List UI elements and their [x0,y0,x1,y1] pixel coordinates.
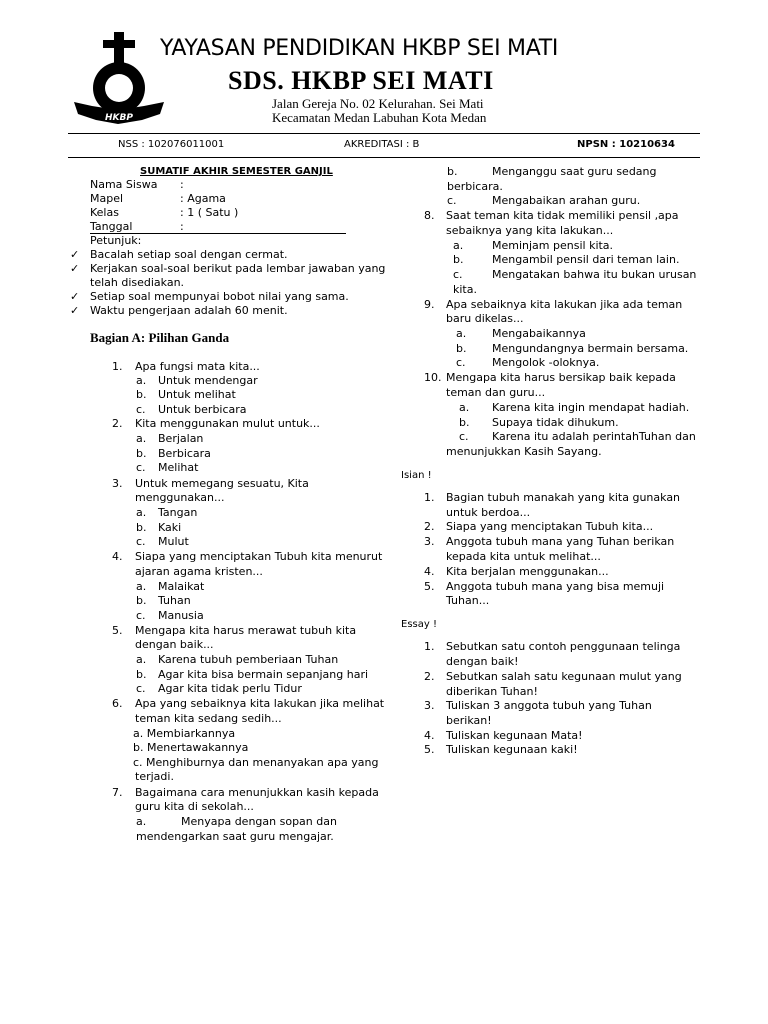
option-marker: c. [447,194,457,207]
option-text: Berbicara [158,447,211,460]
question-text: Anggota tubuh mana yang Tuhan berikan [446,535,675,548]
option-marker: a. [136,506,147,519]
field-label: Mapel [90,192,124,205]
question-number: 4. [112,550,123,563]
question-text: Anggota tubuh mana yang bisa memuji [446,580,665,593]
essay-title: Essay ! [401,619,437,630]
address-line-1: Jalan Gereja No. 02 Kelurahan. Sei Mati [272,96,484,111]
option-marker: b. [453,253,464,266]
school-logo [72,30,166,130]
question-number: 3. [424,699,435,712]
question-number: 5. [424,580,435,593]
school-name: SDS. HKBP SEI MATI [228,66,494,95]
option-text: Agar kita tidak perlu Tidur [158,682,302,695]
field-value: : [180,220,184,233]
option-text: berbicara. [447,180,503,193]
option-text: Menganggu saat guru sedang [492,165,657,178]
option-marker: a. [459,401,470,414]
question-text: baru dikelas... [446,312,524,325]
option-marker: a. [136,374,147,387]
npsn-info: NPSN : 10210634 [577,139,675,150]
question-text: Siapa yang menciptakan Tubuh kita... [446,520,654,533]
option-text: Mengatakan bahwa itu bukan urusan [492,268,697,281]
check-icon: ✓ [70,248,80,261]
option-text: Melihat [158,461,199,474]
option-text: Tangan [158,506,198,519]
question-text: sebaiknya yang kita lakukan... [446,224,614,237]
question-text: diberikan Tuhan! [446,685,538,698]
option-marker: c. [453,268,463,281]
question-number: 2. [424,520,435,533]
option-marker: a. [136,653,147,666]
check-icon: ✓ [70,304,80,317]
question-text: Tuliskan kegunaan Mata! [446,729,583,742]
address-line-2: Kecamatan Medan Labuhan Kota Medan [272,110,487,125]
question-text: Kita berjalan menggunakan... [446,565,609,578]
question-number: 4. [424,565,435,578]
question-number: 1. [424,491,435,504]
question-number: 1. [424,640,435,653]
question-number: 6. [112,697,123,710]
question-text: Tuliskan kegunaan kaki! [446,743,578,756]
option-marker: a. [136,580,147,593]
question-text: Bagian tubuh manakah yang kita gunakan [446,491,681,504]
instructions-title: Petunjuk: [90,234,142,247]
question-text: guru kita di sekolah... [135,800,254,813]
option-marker: b. [136,594,147,607]
isian-title: Isian ! [401,470,432,481]
question-text: Sebutkan satu contoh penggunaan telinga [446,640,681,653]
section-a-title: Bagian A: Pilihan Ganda [90,330,230,345]
question-text: Bagaimana cara menunjukkan kasih kepada [135,786,379,799]
question-text: dengan baik... [135,638,214,651]
option-marker: b. [447,165,458,178]
question-text: Sebutkan salah satu kegunaan mulut yang [446,670,682,683]
question-text: untuk berdoa... [446,506,531,519]
logo-text: HKBP [105,113,133,123]
option-text: b. Menertawakannya [133,741,249,754]
option-text: Berjalan [158,432,204,445]
option-text: Mengabaikan arahan guru. [492,194,641,207]
field-label: Kelas [90,206,119,219]
question-text: Tuhan... [446,594,490,607]
option-marker: b. [136,447,147,460]
option-marker: c. [459,430,469,443]
option-marker: c. [136,461,146,474]
field-value: : [180,178,184,191]
question-text: Tuliskan 3 anggota tubuh yang Tuhan [446,699,652,712]
option-text: Meminjam pensil kita. [492,239,614,252]
question-text: teman dan guru... [446,386,546,399]
option-marker: c. [136,682,146,695]
option-marker: a. [453,239,464,252]
option-marker: b. [456,342,467,355]
question-text: Apa yang sebaiknya kita lakukan jika melihat [135,697,385,710]
question-text: menggunakan... [135,491,225,504]
question-text: dengan baik! [446,655,519,668]
option-text: Karena kita ingin mendapat hadiah. [492,401,690,414]
option-marker: c. [136,609,146,622]
instruction-item: Bacalah setiap soal dengan cermat. [90,248,288,261]
question-number: 5. [112,624,123,637]
question-text: berikan! [446,714,492,727]
field-label: Nama Siswa [90,178,158,191]
nss-info: NSS : 102076011001 [118,139,225,150]
option-text: Menyapa dengan sopan dan [181,815,337,828]
option-text: terjadi. [135,770,174,783]
option-text: Untuk melihat [158,388,236,401]
option-text: Untuk mendengar [158,374,258,387]
question-number: 9. [424,298,435,311]
instruction-item: Setiap soal mempunyai bobot nilai yang sama. [90,290,349,303]
question-number: 10. [424,371,442,384]
option-marker: c. [456,356,466,369]
question-number: 5. [424,743,435,756]
option-marker: b. [136,668,147,681]
check-icon: ✓ [70,290,80,303]
option-text: Agar kita bisa bermain sepanjang hari [158,668,369,681]
option-marker: a. [136,815,147,828]
option-text: Untuk berbicara [158,403,247,416]
option-marker: b. [136,521,147,534]
question-text: Saat teman kita tidak memiliki pensil ,apa [446,209,679,222]
cross-icon [103,32,135,66]
option-marker: c. [136,535,146,548]
akreditasi-info: AKREDITASI : B [344,139,420,150]
instruction-item: Waktu pengerjaan adalah 60 menit. [90,304,288,317]
check-icon: ✓ [70,262,80,275]
question-text: Untuk memegang sesuatu, Kita [135,477,309,490]
field-value: : Agama [180,192,226,205]
question-number: 2. [424,670,435,683]
option-text: a. Membiarkannya [133,727,236,740]
option-text: kita. [453,283,477,296]
option-text: Malaikat [158,580,205,593]
question-text: ajaran agama kristen... [135,565,263,578]
option-text: Tuhan [158,594,191,607]
option-marker: a. [136,432,147,445]
question-number: 3. [112,477,123,490]
question-number: 3. [424,535,435,548]
option-text: c. Menghiburnya dan menanyakan apa yang [133,756,379,769]
field-value: : 1 ( Satu ) [180,206,239,219]
question-text: Kita menggunakan mulut untuk... [135,417,320,430]
question-number: 7. [112,786,123,799]
divider-top [68,133,700,134]
option-marker: a. [456,327,467,340]
question-text: Apa sebaiknya kita lakukan jika ada teman [446,298,683,311]
question-text: Mengapa kita harus bersikap baik kepada [446,371,676,384]
instruction-item: telah disediakan. [90,276,185,289]
option-text: Mengabaikannya [492,327,586,340]
option-text: mendengarkan saat guru mengajar. [136,830,334,843]
option-text: Karena tubuh pemberiaan Tuhan [158,653,339,666]
option-marker: c. [136,403,146,416]
exam-title: SUMATIF AKHIR SEMESTER GANJIL [140,166,333,177]
question-number: 1. [112,360,123,373]
option-text: menunjukkan Kasih Sayang. [446,445,602,458]
option-marker: b. [459,416,470,429]
option-text: Mengambil pensil dari teman lain. [492,253,680,266]
option-text: Kaki [158,521,182,534]
question-text: teman kita sedang sedih... [135,712,282,725]
option-text: Mengolok -oloknya. [492,356,600,369]
question-text: kepada kita untuk melihat... [446,550,601,563]
instruction-item: Kerjakan soal-soal berikut pada lembar jawaban yang [90,262,386,275]
divider-bottom [68,157,700,158]
option-text: Karena itu adalah perintahTuhan dan [492,430,696,443]
question-number: 8. [424,209,435,222]
question-text: Apa fungsi mata kita... [135,360,260,373]
option-text: Supaya tidak dihukum. [492,416,619,429]
foundation-name: YAYASAN PENDIDIKAN HKBP SEI MATI [160,36,559,61]
question-number: 2. [112,417,123,430]
question-text: Siapa yang menciptakan Tubuh kita menurut [135,550,383,563]
option-text: Mulut [158,535,189,548]
question-number: 4. [424,729,435,742]
option-marker: b. [136,388,147,401]
option-text: Mengundangnya bermain bersama. [492,342,689,355]
option-text: Manusia [158,609,204,622]
question-text: Mengapa kita harus merawat tubuh kita [135,624,357,637]
field-label: Tanggal [90,220,133,233]
